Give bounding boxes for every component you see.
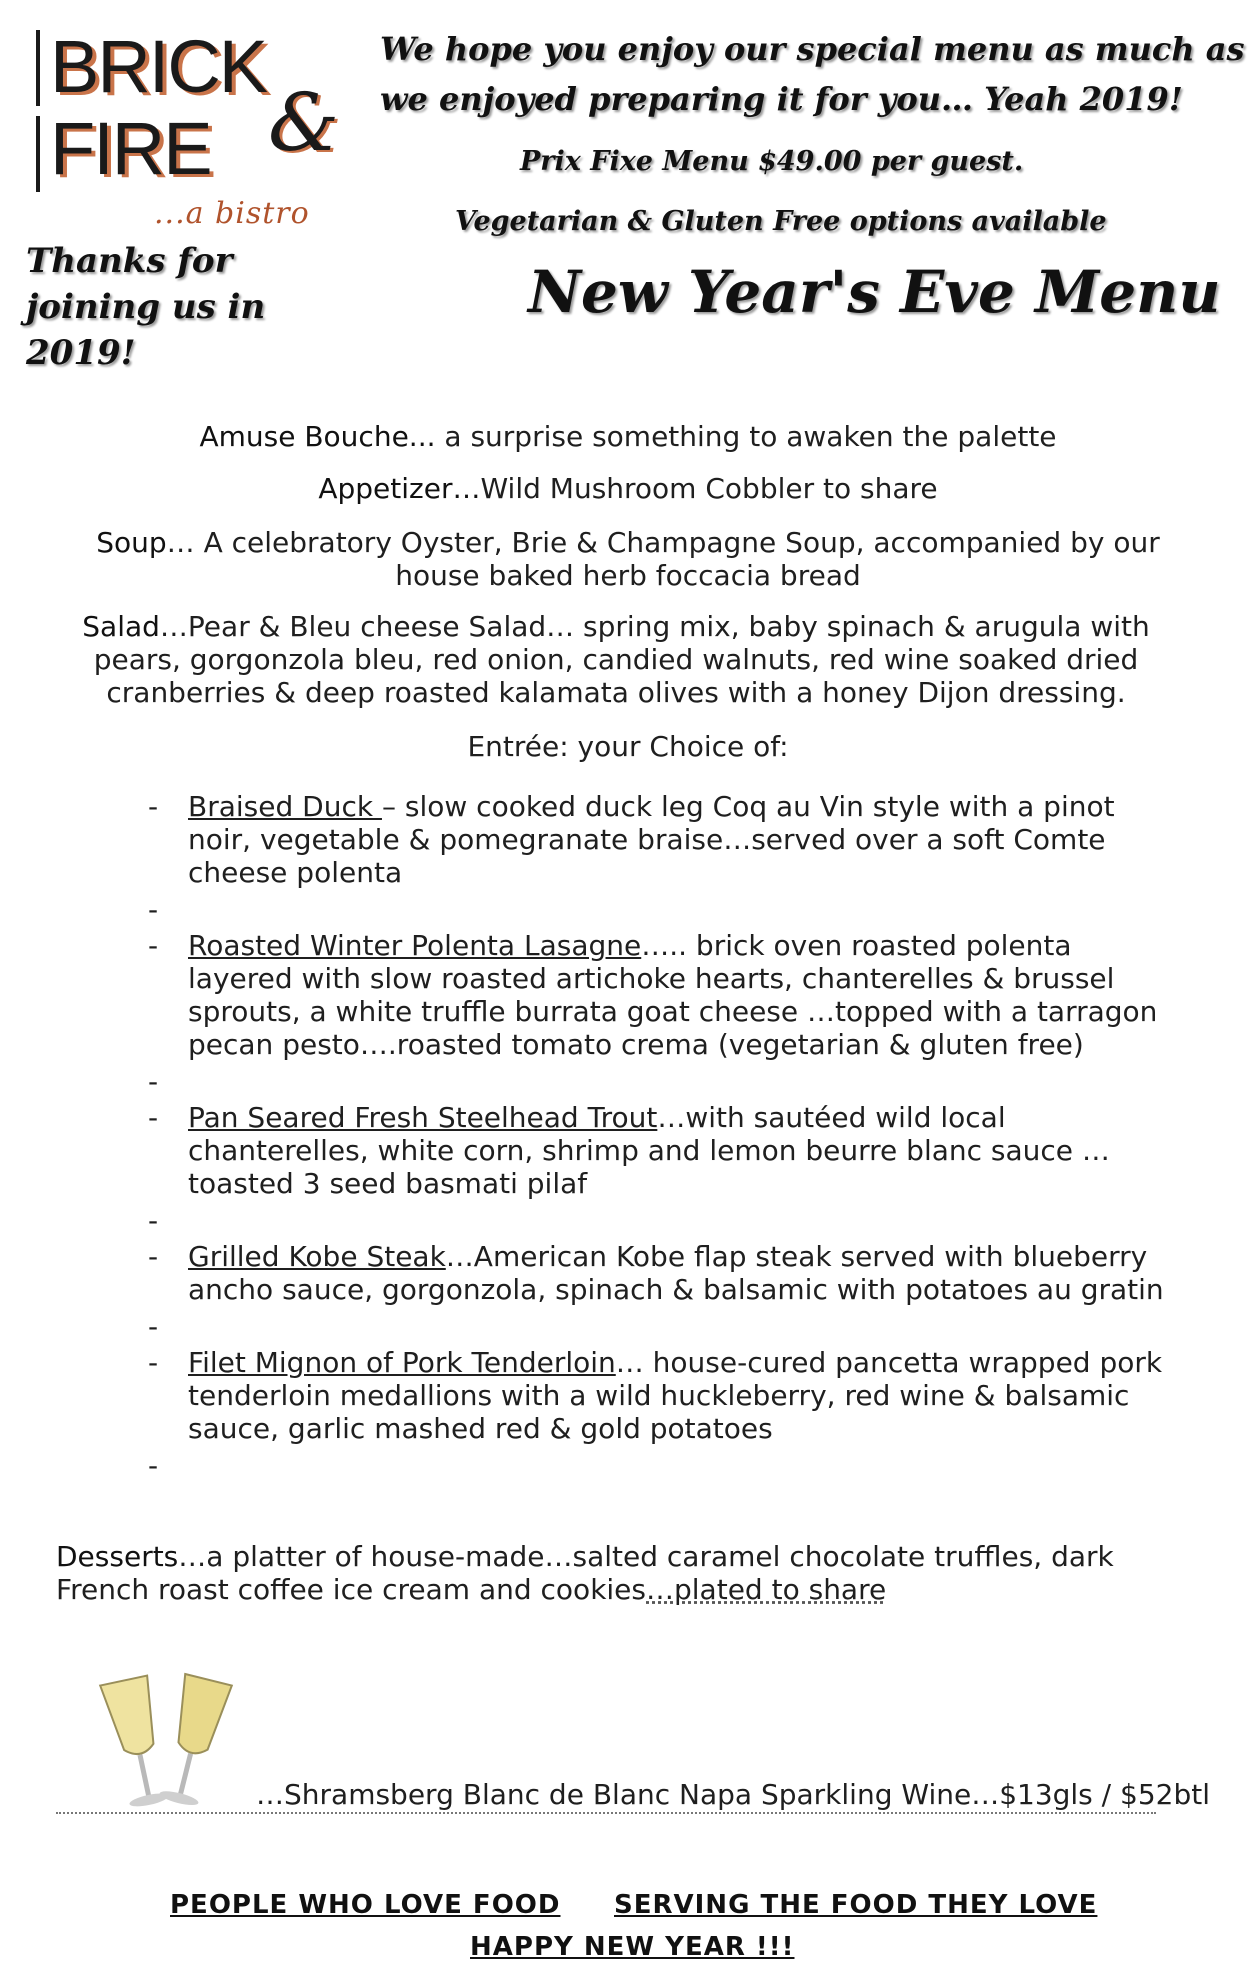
list-item: [148, 1346, 1168, 1445]
logo-bistro-text: ...a bistro: [154, 196, 310, 231]
course-label: Desserts: [56, 1540, 179, 1573]
logo-fire-text: FIRE: [50, 107, 211, 190]
dietary-options: Vegetarian & Gluten Free options available: [455, 206, 1107, 237]
logo-bar: [36, 116, 40, 192]
wine-divider: [56, 1812, 1156, 1814]
list-dash: -: [148, 929, 159, 962]
list-item: [148, 1240, 1168, 1306]
entree-name: Filet Mignon of Pork Tenderloin: [188, 1346, 616, 1379]
entree-description: …American Kobe flap steak served with blueberry ancho sauce, gorgonzola, spinach & balsamic with potatoes au gratin: [188, 1240, 1164, 1306]
course-description: Wild Mushroom Cobbler to share: [480, 472, 938, 505]
glass-left-stem: [138, 1754, 152, 1798]
course-description: … A celebratory Oyster, Brie & Champagne Soup, accompanied by our house baked herb foccacia bread: [166, 526, 1160, 592]
restaurant-logo: [36, 25, 338, 231]
entree-description: …with sautéed wild local chanterelles, white corn, shrimp and lemon beurre blanc sauce …toasted 3 seed basmati pilaf: [188, 1101, 1110, 1200]
entree-heading: Entrée: your Choice of:: [467, 730, 789, 763]
course-description: a surprise something to awaken the palette: [435, 420, 1057, 453]
list-dash: -: [148, 1310, 159, 1343]
wine-offer: …Shramsberg Blanc de Blanc Napa Sparkling Wine…$13gls / $52btl: [256, 1778, 1210, 1811]
course-label: Salad: [82, 610, 160, 643]
logo-bar: [36, 30, 40, 106]
entree-name: Grilled Kobe Steak: [188, 1240, 446, 1273]
course-amuse-bouche: [60, 420, 1196, 453]
course-label: Appetizer…: [318, 472, 481, 505]
list-dash: -: [148, 1240, 159, 1273]
course-appetizer: [60, 472, 1196, 505]
list-dash: -: [148, 1101, 159, 1134]
entree-description: ….. brick oven roasted polenta layered with slow roasted artichoke hearts, chanterelles & brussel sprouts, a white truffle burrata goat cheese …topped with a tarragon pecan pesto….roasted tomato crema (vegetarian & gluten free): [188, 929, 1158, 1061]
entree-name: Roasted Winter Polenta Lasagne: [188, 929, 642, 962]
champagne-glasses-icon: [82, 1668, 252, 1818]
list-spacer: [148, 1200, 1168, 1240]
menu-title: New Year's Eve Menu: [528, 258, 1221, 326]
list-dash: -: [148, 1065, 159, 1098]
footer-slogan-left: PEOPLE WHO LOVE FOOD: [170, 1890, 561, 1920]
footer-greeting: HAPPY NEW YEAR !!!: [470, 1932, 795, 1962]
footer-slogan-right: SERVING THE FOOD THEY LOVE: [614, 1890, 1098, 1920]
list-item: [148, 929, 1168, 1061]
entree-name: Pan Seared Fresh Steelhead Trout: [188, 1101, 658, 1134]
glass-right-bowl: [167, 1674, 232, 1758]
list-item: [148, 1101, 1168, 1200]
course-desserts: [56, 1540, 1176, 1606]
list-dash: -: [148, 1449, 159, 1482]
logo-ampersand: &: [268, 76, 338, 169]
entree-description: … house-cured pancetta wrapped pork tenderloin medallions with a wild huckleberry, red wine & balsamic sauce, garlic mashed red & gold potatoes: [188, 1346, 1163, 1445]
prix-fixe-price: Prix Fixe Menu $49.00 per guest.: [520, 146, 1024, 177]
course-salad: [56, 610, 1176, 709]
list-dash: -: [148, 1204, 159, 1237]
entree-list: [148, 790, 1168, 1485]
course-label: Amuse Bouche...: [199, 420, 436, 453]
list-spacer: [148, 889, 1168, 929]
logo-brick-text: BRICK: [50, 25, 267, 108]
course-description: …Pear & Bleu cheese Salad… spring mix, baby spinach & arugula with pears, gorgonzola bleu, red onion, candied walnuts, red wine soaked dried cranberries & deep roasted kalamata olives with a honey Dijon dressing.: [93, 610, 1150, 709]
intro-line-1: We hope you enjoy our special menu as much as: [380, 30, 1245, 68]
course-soup: [60, 526, 1196, 592]
list-spacer: [148, 1306, 1168, 1346]
list-dash: -: [148, 1346, 159, 1379]
list-spacer: [148, 1445, 1168, 1485]
glass-right-stem: [178, 1753, 193, 1797]
intro-line-2: we enjoyed preparing it for you… Yeah 2019!: [380, 80, 1183, 118]
glass-left-bowl: [100, 1676, 163, 1759]
thanks-message: Thanks for joining us in 2019!: [26, 241, 266, 373]
entree-description: – slow cooked duck leg Coq au Vin style with a pinot noir, vegetable & pomegranate braise…served over a soft Comte cheese polenta: [188, 790, 1115, 889]
list-spacer: [148, 1061, 1168, 1101]
list-dash: -: [148, 893, 159, 926]
plated-note: …plated to share: [646, 1573, 887, 1606]
entree-name: Braised Duck: [188, 790, 382, 823]
list-dash: -: [148, 790, 159, 823]
list-item: [148, 790, 1168, 889]
course-label: Soup: [96, 526, 167, 559]
course-description: …a platter of house-made…salted caramel chocolate truffles, dark French roast coffee ice cream and cookies: [56, 1540, 1114, 1606]
